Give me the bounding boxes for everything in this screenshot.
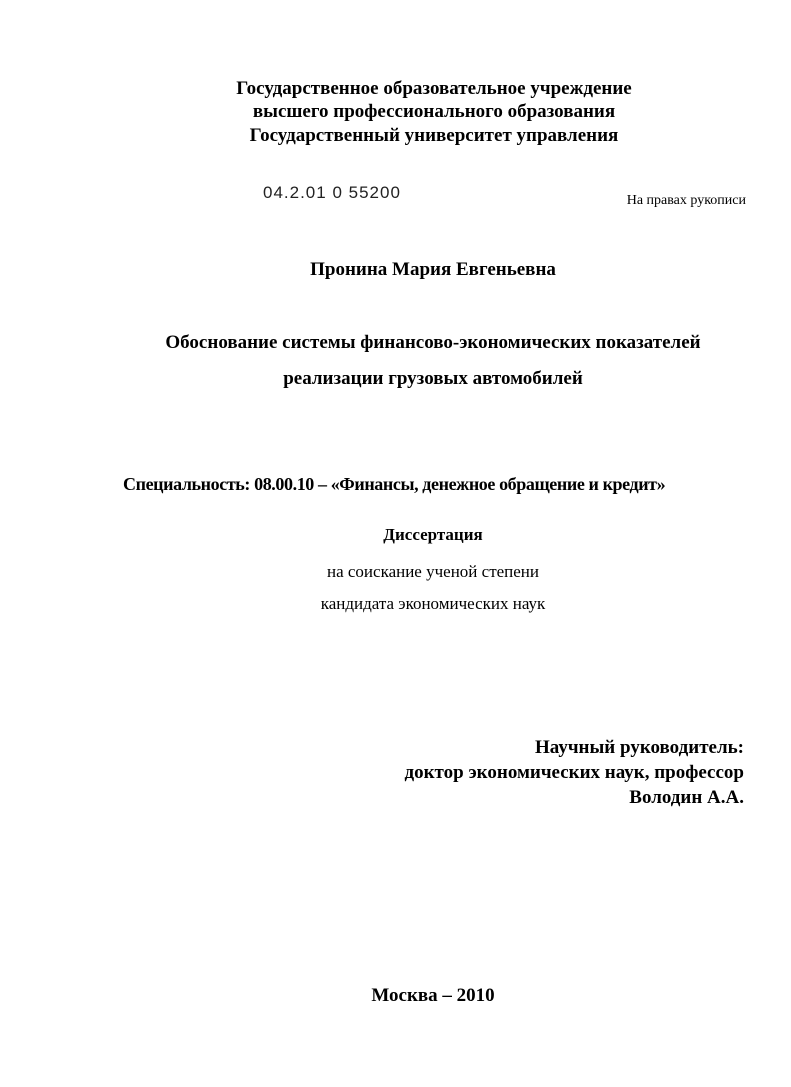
institution-line-1: Государственное образовательное учреждение (236, 78, 632, 99)
work-type: Диссертация (383, 525, 483, 544)
dissertation-title-line-2: реализации грузовых автомобилей (283, 368, 583, 389)
institution-line-2: высшего профессионального образования (252, 101, 616, 122)
city-year: Москва – 2010 (371, 985, 495, 1006)
degree-line-2: кандидата экономических наук (320, 594, 546, 613)
institution-line-3: Государственный университет управления (249, 125, 619, 146)
degree-line-1: на соискание ученой степени (326, 562, 540, 581)
author-name: Пронина Мария Евгеньевна (310, 259, 556, 280)
library-code: 04.2.01 0 55200 (263, 183, 401, 202)
supervisor-title: доктор экономических наук, профессор (404, 762, 744, 783)
dissertation-title-line-1: Обоснование системы финансово-экономических показателей (165, 332, 701, 353)
specialty: Специальность: 08.00.10 – «Финансы, денежное обращение и кредит» (123, 474, 666, 494)
supervisor-label: Научный руководитель: (535, 737, 744, 758)
manuscript-note: На правах рукописи (626, 193, 746, 208)
supervisor-name: Володин А.А. (629, 787, 744, 808)
